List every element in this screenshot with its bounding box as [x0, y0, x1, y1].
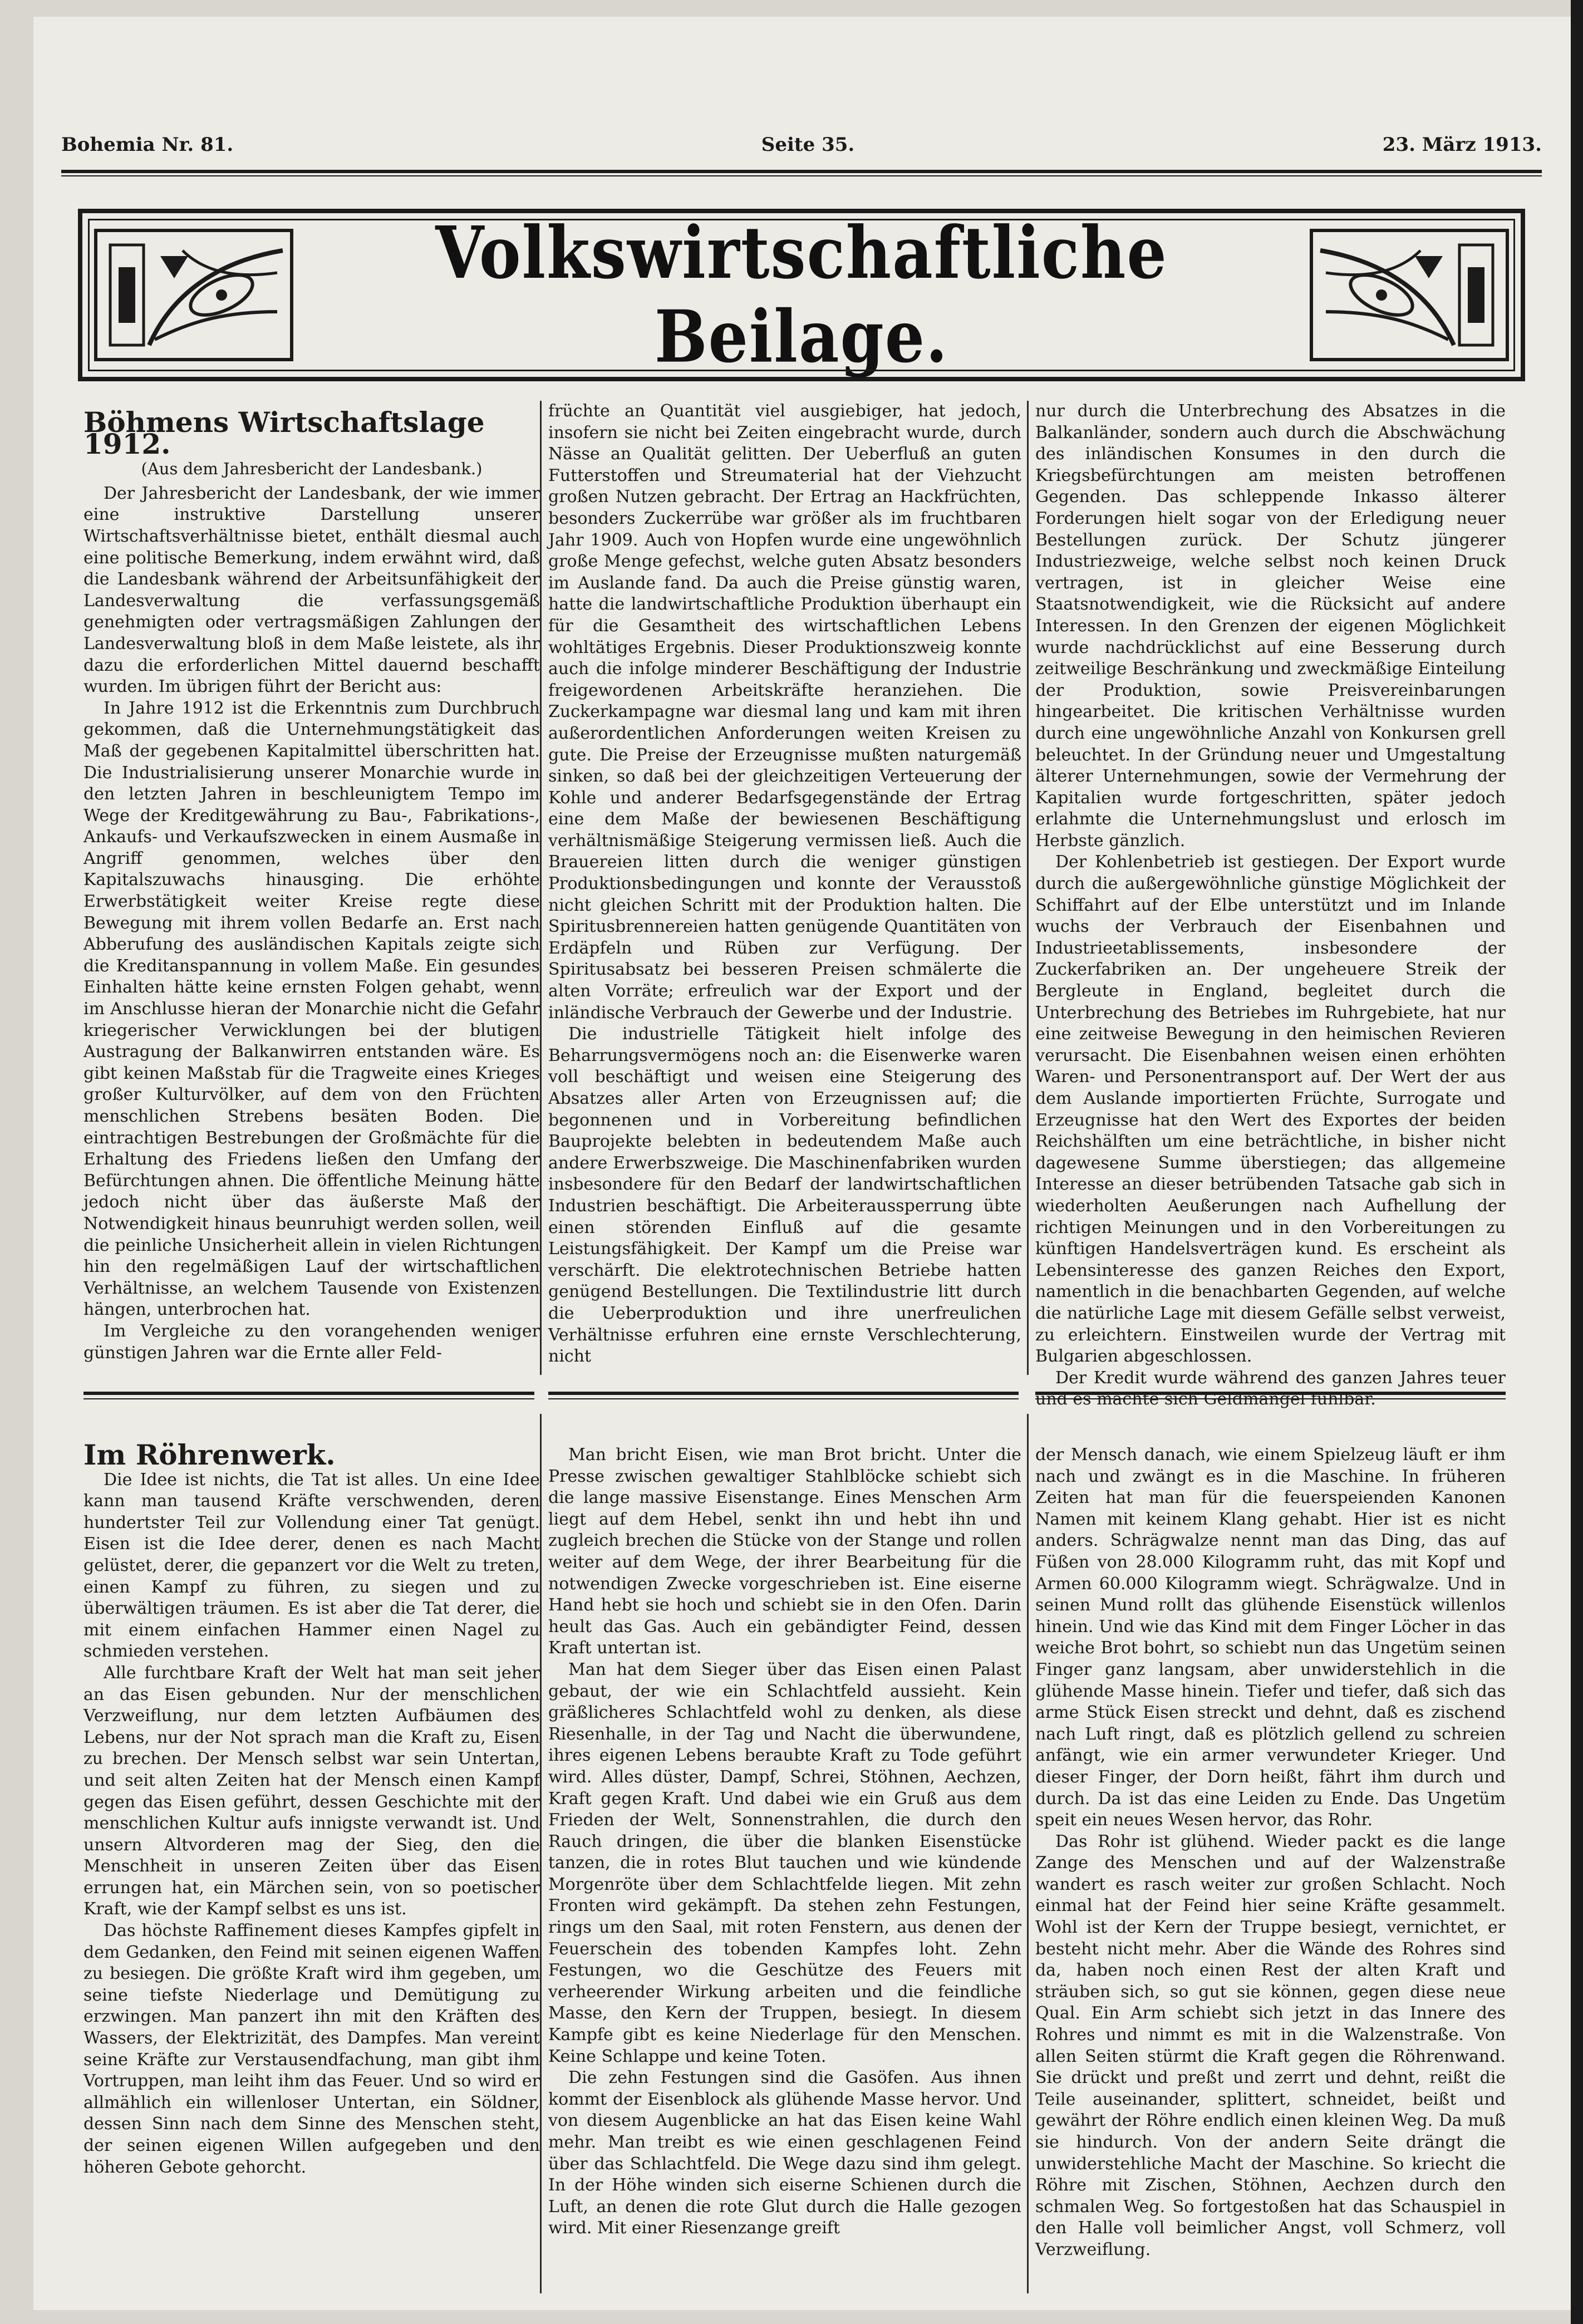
- paragraph: Die Idee ist nichts, die Tat ist alles. Un eine Idee kann man tausend Kräfte verschwenden, deren hundertster Teil zur Vollendung einer Tat genügt. Eisen ist die Idee derer, denen es nach Macht gelüstet, derer, die gepanzert vor die Welt zu treten, einen Kampf zu führen, zu siegen und zu überwältigen träumen. Es ist aber die Tat derer, die mit einem einfachen Hammer einen Nagel zu schmieden verstehen.: [83, 1470, 540, 1662]
- column-divider: [540, 1414, 542, 2293]
- paragraph: Der Kredit wurde während des ganzen Jahres teuer und es machte sich Geldmangel fühlbar.: [1035, 1368, 1506, 1409]
- column-divider: [1027, 401, 1029, 1375]
- header-rule: [61, 170, 1542, 173]
- paragraph: Die zehn Festungen sind die Gasöfen. Aus ihnen kommt der Eisenblock als glühende Masse hervor. Und von diesem Augenblicke an hat das Eisen keine Wahl mehr. Man treibt es wie einen geschlagenen Feind über das Schlachtfeld. Die Wege dazu sind ihm gelegt. In der Höhe winden sich eiserne Schienen durch die Luft, an denen die rote Glut durch die Halle gezogen wird. Mit einer Riesenzange greift: [548, 2068, 1021, 2238]
- newspaper-page: [33, 17, 1575, 2310]
- paragraph: der Mensch danach, wie einem Spielzeug läuft er ihm nach und zwängt es in die Maschine. In früheren Zeiten hat man für die feuerspeienden Kanonen Namen mit keinem Klang gehabt. Hier ist es nicht anders. Schrägwalze nennt man das Ding, das auf Füßen von 28.000 Kilogramm ruht, das mit Kopf und Armen 60.000 Kilogramm wiegt. Schrägwalze. Und in seinen Mund rollt das glühende Eisenstück willenlos hinein. Und wie das Kind mit dem Finger Löcher in das weiche Brot bohrt, so schiebt nun das Ungetüm seinen Finger ganz langsam, aber unwiderstehlich in die glühende Masse hinein. Tiefer und tiefer, daß sich das arme Stück Eisen streckt und dehnt, daß es zischend nach Luft ringt, daß es plötzlich gellend zu schreien anfängt, wie ein armer verwundeter Krieger. Und dieser Finger, der Dorn heißt, fährt ihm durch und durch. Da ist das eine Leiden zu Ende. Das Ungetüm speit ein neues Wesen hervor, das Rohr.: [1035, 1445, 1506, 1830]
- article2-column-right: [1035, 1444, 1506, 2261]
- paragraph: früchte an Quantität viel ausgiebiger, hat jedoch, insofern sie nicht bei Zeiten eingebracht wurde, durch Nässe an Qualität gelitten. Der Ueberfluß an guten Futterstoffen und Streumaterial hat der Viehzucht großen Nutzen gebracht. Der Ertrag an Hackfrüchten, besonders Zuckerrübe war größer als im fruchtbaren Jahr 1909. Auch von Hopfen wurde eine ungewöhnlich große Menge gefechst, welche guten Absatz besonders im Auslande fand. Da auch die Preise günstig waren, hatte die landwirtschaftliche Produktion überhaupt ein für die Gesamtheit des wirtschaftlichen Lebens wohltätiges Ergebnis. Dieser Produktionszweig konnte auch die infolge minderer Beschäftigung der Industrie freigewordenen Arbeitskräfte heranziehen. Die Zuckerkampagne war diesmal lang und kam mit ihren außerordentlichen Anforderungen weiten Kreisen zu gute. Die Preise der Erzeugnisse mußten naturgemäß sinken, so daß bei der gleichzeitigen Verteuerung der Kohle und anderer Bedarfsgegenstände der Ertrag eine dem Maße der bewiesenen Beschäftigung verhältnismäßige Steigerung vermissen ließ. Auch die Brauereien litten durch die weniger günstigen Produktionsbedingungen und konnte der Verausstoß nicht gleichen Schritt mit der Produktion halten. Die Spiritusbrennereien hatten genügende Quantitäten von Erdäpfeln und Rüben zur Verfügung. Der Spiritusabsatz bei besseren Preisen schmälerte die alten Vorräte; erfreulich war der Export und der inländische Verbrauch der Gewerbe und der Industrie.: [548, 401, 1021, 1023]
- article2-title: Im Röhrenwerk.: [83, 1438, 336, 1471]
- section-separator: [1035, 1392, 1506, 1399]
- article2-column-mid: [548, 1444, 1021, 2239]
- issue-number: Bohemia Nr. 81.: [61, 134, 234, 156]
- section-separator: [548, 1392, 1019, 1399]
- paragraph: Das Rohr ist glühend. Wieder packt es die lange Zange des Menschen und auf der Walzenstraße wandert es rasch weiter zur großen Schlacht. Noch einmal hat der Feind hier seine Kräfte gesammelt. Wohl ist der Kern der Truppe besiegt, vernichtet, er besteht nicht mehr. Aber die Wände des Rohres sind da, haben noch einen Rest der alten Kraft und sträuben sich, so gut sie können, gegen diese neue Qual. Ein Arm schiebt sich jetzt in das Innere des Rohres und nimmt es mit in die Walzenstraße. Von allen Seiten stürmt die Kraft gegen die Röhrenwand. Sie drückt und preßt und zerrt und dehnt, reißt die Teile auseinander, splittert, schneidet, beißt und gewährt der Röhre endlich einen kleinen Weg. Da muß sie hindurch. Von der andern Seite drängt die unwiderstehliche Macht der Maschine. So kriecht die Röhre mit Zischen, Stöhnen, Aechzen durch den schmalen Weg. So fortgestoßen hat das Schauspiel in den Halle voll beimlicher Angst, voll Schmerz, voll Verzweiflung.: [1035, 1831, 1506, 2259]
- paragraph: Der Jahresbericht der Landesbank, der wie immer eine instruktive Darstellung unserer Wirtschaftsverhältnisse bietet, enthält diesmal auch eine politische Bemerkung, indem erwähnt wird, daß die Landesbank während der Arbeitsunfähigkeit der Landesverwaltung die verfassungsgemäß genehmigten oder vertragsmäßigen Zahlungen der Landesverwaltung bloß in dem Maße leistete, als ihr dazu die erforderlichen Mittel dauernd beschafft wurden. Im übrigen führt der Bericht aus:: [83, 483, 540, 697]
- paragraph: Die industrielle Tätigkeit hielt infolge des Beharrungsvermögens noch an: die Eisenwerke waren voll beschäftigt und weisen eine Steigerung des Absatzes aller Arten von Erzeugnissen auf; die begonnenen und in Vorbereitung befindlichen Bauprojekte belebten in bedeutendem Maße auch andere Erwerbszweige. Die Maschinenfabriken wurden insbesondere für den Bedarf der landwirtschaftlichen Industrien beschäftigt. Die Arbeiteraussperrung übte einen störenden Einfluß auf die gesamte Leistungsfähigkeit. Der Kampf um die Preise war verschärft. Die elektrotechnischen Betriebe hatten genügend Bestellungen. Die Textilindustrie litt durch die Ueberproduktion und ihre unerfreulichen Verhältnisse erfuhren eine ernste Verschlechterung, nicht: [548, 1024, 1021, 1367]
- article2-column-left: [83, 1438, 540, 2178]
- paragraph: Man bricht Eisen, wie man Brot bricht. Unter die Presse zwischen gewaltiger Stahlblöcke schiebt sich die lange massive Eisenstange. Eines Menschen Arm liegt auf dem Hebel, senkt ihn und hebt ihn und zugleich brechen die Stücke von der Stange und rollen weiter auf dem Wege, der ihrer Bearbeitung für die notwendigen Zwecke vorgeschrieben ist. Eine eiserne Hand hebt sie hoch und schiebt sie in den Ofen. Darin heult das Gas. Auch ein gebändigter Feind, dessen Kraft untertan ist.: [548, 1445, 1021, 1658]
- section-separator: [83, 1392, 534, 1399]
- article1-column-right: [1035, 401, 1506, 1411]
- paragraph: Das höchste Raffinement dieses Kampfes gipfelt in dem Gedanken, den Feind mit seinen eigenen Waffen zu besiegen. Die größte Kraft wird ihm gegeben, um seine tiefste Niederlage und Demütigung zu erzwingen. Man panzert ihn mit den Kräften des Wassers, der Elektrizität, des Dampfes. Man vereint seine Kräfte zur Verstausendfachung, man gibt ihm Vortruppen, man leiht ihm das Feuer. Und so wird er allmählich ein willenloser Untertan, ein Söldner, dessen Sinn nach dem Sinne des Menschen steht, der seinen eigenen Willen aufgegeben und den höheren Gebote gehorcht.: [83, 1921, 540, 2177]
- paragraph: Der Kohlenbetrieb ist gestiegen. Der Export wurde durch die außergewöhnliche günstige Möglichkeit der Schiffahrt auf der Elbe unterstützt und im Inlande wuchs der Verbrauch der Eisenbahnen und Industrieetablissements, insbesondere der Zuckerfabriken an. Der ungeheuere Streik der Bergleute in England, begleitet durch die Unterbrechung des Betriebes im Ruhrgebiete, hat nur eine zeitweise Bewegung in den heimischen Revieren verursacht. Die Eisenbahnen weisen einen erhöhten Waren- und Personentransport auf. Der Wert der aus dem Auslande importierten Früchte, Surrogate und Erzeugnisse hat den Wert des Exportes der beiden Reichshälften um eine beträchtliche, in bisher nicht dagewesene Summe überstiegen; das allgemeine Interesse an dieser betrübenden Tatsache gab sich in wiederholten Aeußerungen nach Aufhellung der richtigen Meinungen und in den Vorbereitungen zu künftigen Handelsverträgen kund. Es erscheint als Lebensinteresse des ganzen Reiches den Export, namentlich in die benachbarten Gegenden, auf welche die natürliche Lage mit diesem Gefälle selbst verweist, zu erleichtern. Einstweilen wurde der Vertrag mit Bulgarien abgeschlossen.: [1035, 852, 1506, 1367]
- paragraph: nur durch die Unterbrechung des Absatzes in die Balkanländer, sondern auch durch die Abschwächung des inländischen Konsumes in den durch die Kriegsbefürchtungen am meisten betroffenen Gegenden. Das schleppende Inkasso älterer Forderungen hielt sogar von der Erledigung neuer Bestellungen zurück. Der Schutz jüngerer Industriezweige, welche selbst noch keinen Druck vertragen, ist in gleicher Weise eine Staatsnotwendigkeit, wie die Rücksicht auf andere Interessen. In den Grenzen der eigenen Möglichkeit wurde nachdrücklichst auf eine Besserung durch zeitweilige Beschränkung und zweckmäßige Einteilung der Produktion, sowie Preisvereinbarungen hingearbeitet. Die kritischen Verhältnisse wurden durch eine ungewöhnliche Anzahl von Konkursen grell beleuchtet. In der Gründung neuer und Umgestaltung älterer Unternehmungen, sowie der Vermehrung der Kapitalien wurde fortgeschritten, später jedoch erlahmte die Unternehmungslust und erlosch im Herbste gänzlich.: [1035, 401, 1506, 851]
- art-nouveau-ornament-right: [1309, 228, 1510, 362]
- section-title: Volkswirtschaftliche Beilage.: [435, 211, 1168, 379]
- column-divider: [1027, 1414, 1029, 2293]
- article1-title: Böhmens Wirtschaftslage 1912.: [83, 406, 485, 460]
- header-rule-thin: [61, 175, 1542, 176]
- scan-edge: [1571, 0, 1583, 2324]
- section-banner: [78, 209, 1525, 381]
- art-nouveau-ornament-left: [94, 228, 294, 362]
- paragraph: Alle furchtbare Kraft der Welt hat man seit jeher an das Eisen gebunden. Nur der menschlichen Verzweiflung, nur dem letzten Aufbäumen des Lebens, nur der Not sprach man die Kraft zu, Eisen zu brechen. Der Mensch selbst war sein Untertan, und seit alten Zeiten hat der Mensch einen Kampf gegen das Eisen geführt, dessen Geschichte mit der menschlichen Kultur aufs innigste verwandt ist. Und unsern Altvorderen mag der Sieg, den die Menschheit in unseren Zeiten über das Eisen errungen hat, ein Märchen sein, von so poetischer Kraft, wie der Kampf selbst es uns ist.: [83, 1663, 540, 1919]
- running-head: [61, 128, 1542, 161]
- paragraph: Im Vergleiche zu den vorangehenden weniger günstigen Jahren war die Ernte aller Feld-: [83, 1321, 540, 1363]
- page-number: Seite 35.: [761, 134, 855, 156]
- column-divider: [540, 401, 542, 1375]
- paragraph: Man hat dem Sieger über das Eisen einen Palast gebaut, der wie ein Schlachtfeld aussieht. Kein gräßlicheres Schlachtfeld wohl zu denken, als diese Riesenhalle, in der Tag und Nacht die überwundene, ihres eigenen Lebens beraubte Kraft zu Tode geführt wird. Alles düster, Dampf, Schrei, Stöhnen, Aechzen, Kraft gegen Kraft. Und dabei wie ein Gruß aus dem Frieden der Welt, Sonnenstrahlen, die durch den Rauch dringen, die über die blanken Eisenstücke tanzen, die in rotes Blut tauchen und wie kündende Morgenröte über dem Schlachtfelde liegen. Mit zehn Fronten wird gekämpft. Da stehen zehn Festungen, rings um den Saal, mit roten Fenstern, aus denen der Feuerschein des tobenden Kampfes loht. Zehn Festungen, wo die Geschütze des Feuers mit verheerender Wirkung arbeiten und die feindliche Masse, den Kern der Truppen, besiegt. In diesem Kampfe gibt es keine Niederlage für den Menschen. Keine Schlappe und keine Toten.: [548, 1659, 1021, 2066]
- article1-column-mid: [548, 401, 1021, 1368]
- article1-subtitle: (Aus dem Jahresbericht der Landesbank.): [141, 459, 483, 479]
- paragraph: In Jahre 1912 ist die Erkenntnis zum Durchbruch gekommen, daß die Unternehmungstätigkeit das Maß der gegebenen Kapitalmittel überschritten hat. Die Industrialisierung unserer Monarchie wurde in den letzten Jahren in beschleunigtem Tempo im Wege der Kreditgewährung zu Bau-, Fabrikations-, Ankaufs- und Verkaufszwecken in einem Ausmaße in Angriff genommen, welches über den Kapitalszuwachs hinausging. Die erhöhte Erwerbstätigkeit weiter Kreise regte diese Bewegung mit ihrem vollen Bedarfe an. Erst nach Abberufung des ausländischen Kapitals zeigte sich die Kreditanspannung in vollem Maße. Ein gesundes Einhalten hätte keine ernsten Folgen gehabt, wenn im Anschlusse hieran der Monarchie nicht die Gefahr kriegerischer Verwicklungen bei der blutigen Austragung der Balkanwirren entstanden wäre. Es gibt keinen Maßstab für die Tragweite eines Krieges großer Kulturvölker, auf dem von den Früchten menschlichen Strebens besäten Boden. Die eintrachtigen Bestrebungen der Großmächte für die Erhaltung des Friedens ließen den Umfang der Befürchtungen ahnen. Die öffentliche Meinung hätte jedoch nicht über das äußerste Maß der Notwendigkeit hinaus beunruhigt werden sollen, weil die peinliche Unsicherheit allein in vielen Richtungen hin den regelmäßigen Lauf der wirtschaftlichen Verhältnisse, an welchem Tausende von Existenzen hängen, unterbrochen hat.: [83, 698, 540, 1320]
- article1-column-left: [83, 401, 540, 1364]
- issue-date: 23. März 1913.: [1382, 134, 1542, 156]
